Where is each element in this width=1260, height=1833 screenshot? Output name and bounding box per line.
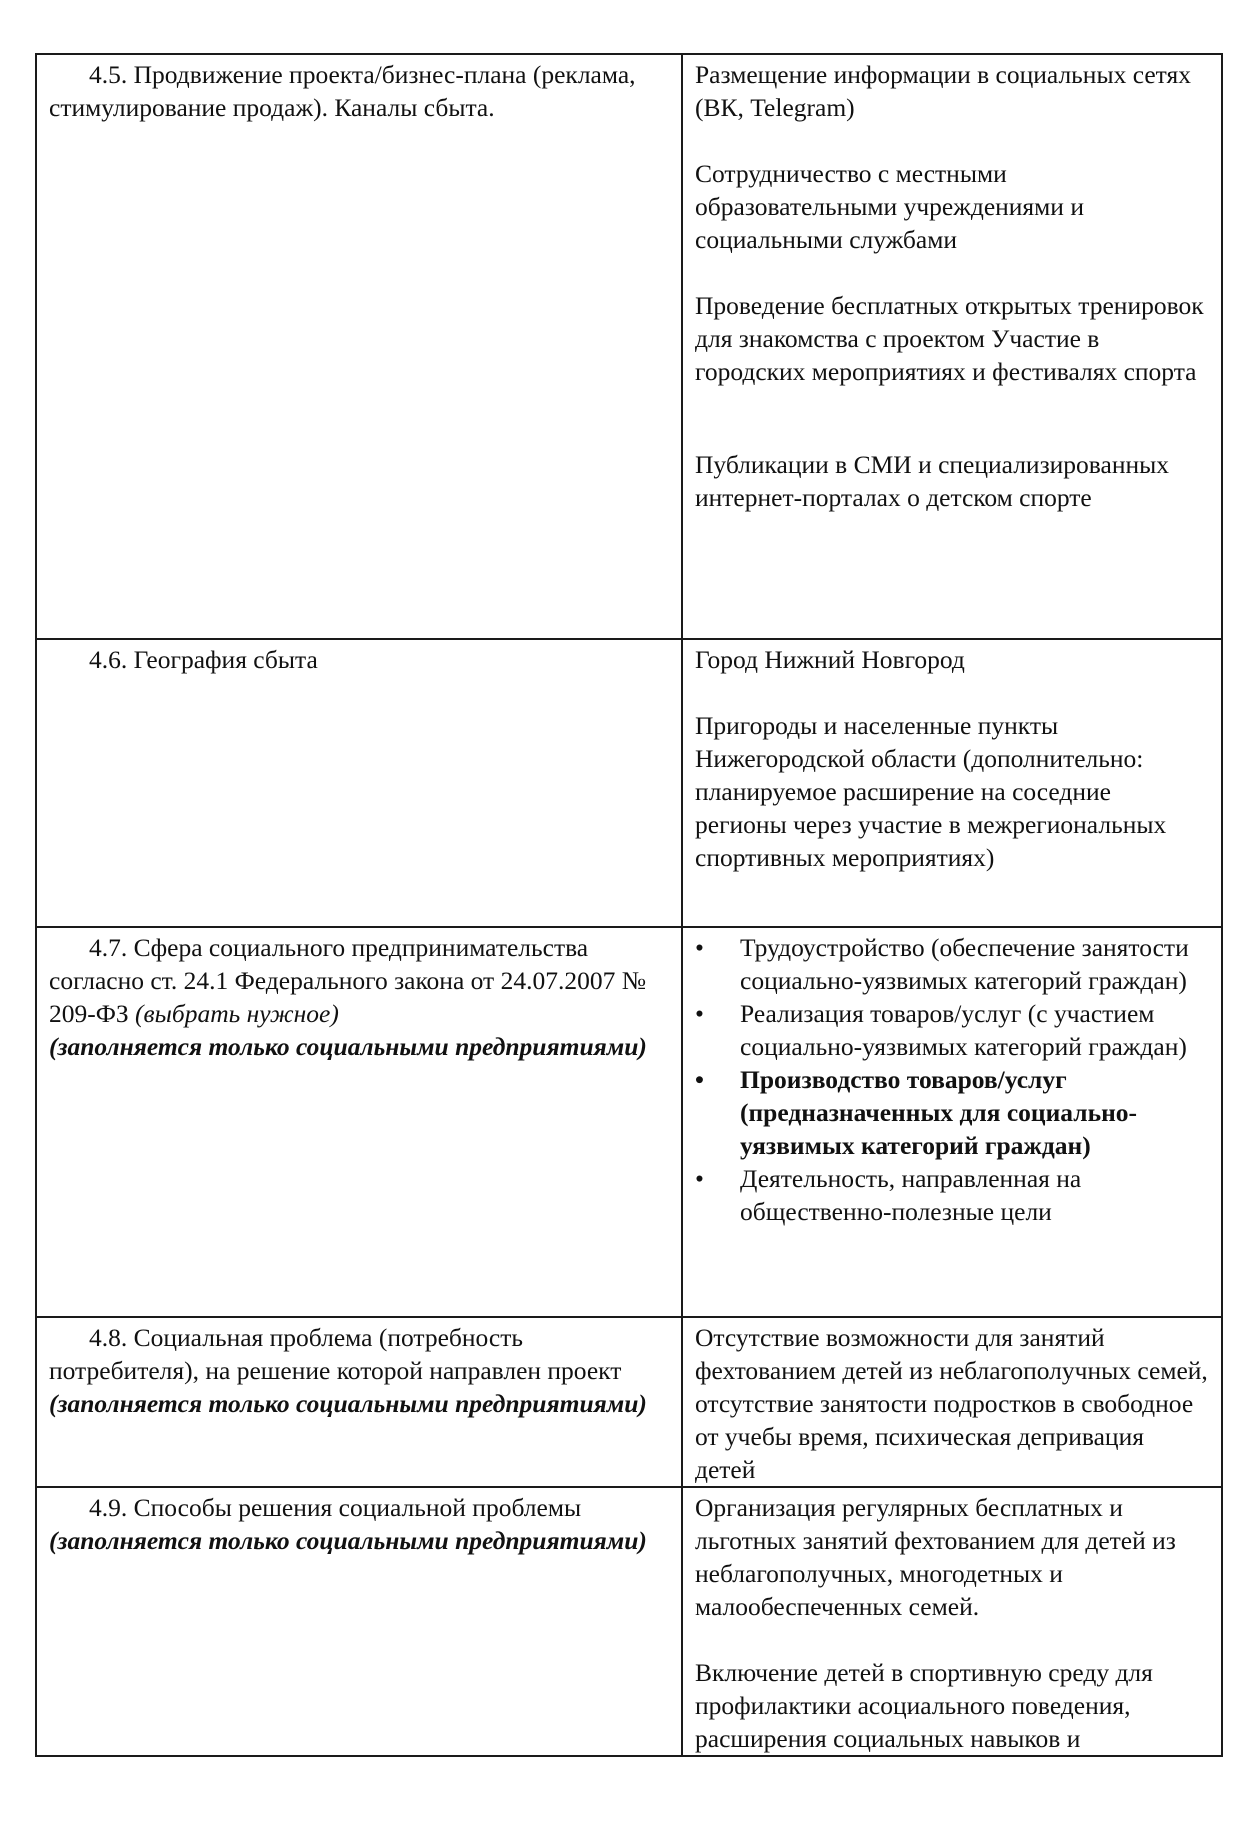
content-paragraph: Включение детей в спортивную среду для профилактики асоциального поведения, расширения социальных навыков и [695,1658,1153,1753]
content-paragraph: Город Нижний Новгород [695,645,965,674]
row-label-cell [36,927,682,1317]
bullet-icon: • [695,999,704,1028]
business-plan-table [35,53,1223,1757]
row-label-cell [36,54,682,639]
row-label-hint: (выбрать нужное) [135,999,339,1028]
row-label [49,1321,669,1420]
option-text: Производство товаров/услуг (предназначенных для социально-уязвимых категорий граждан) [740,1065,1138,1160]
bullet-icon: • [695,1065,704,1094]
content-paragraph: Организация регулярных бесплатных и льготных занятий фехтованием для детей из неблагополучных, многодетных и малообеспеченных семей. [695,1493,1176,1621]
bullet-icon: • [695,1164,704,1193]
table-row-social-problem [36,1317,1222,1487]
option-text: Реализация товаров/услуг (с участием социально-уязвимых категорий граждан) [740,999,1187,1061]
content-paragraph: Публикации в СМИ и специализированных интернет-порталах о детском спорте [695,450,1169,512]
row-label [49,931,669,1030]
option-item [695,997,1209,1063]
row-label-cell [36,639,682,927]
row-content-cell [682,639,1222,927]
row-label-text: 4.7. Сфера социального предпринимательства согласно ст. 24.1 Федерального закона от 24.07.2007 № 209-ФЗ [49,933,647,1028]
content-paragraph: Отсутствие возможности для занятий фехтованием детей из неблагополучных семей, отсутствие занятости подростков в свободное от учебы время, психическая депривация детей [695,1323,1208,1484]
row-label-note: (заполняется только социальными предприятиями) [49,1389,647,1418]
row-content-cell [682,927,1222,1317]
row-label-cell [36,1317,682,1487]
content-paragraph: Сотрудничество с местными образовательными учреждениями и социальными службами [695,159,1084,254]
option-text: Трудоустройство (обеспечение занятости социально-уязвимых категорий граждан) [740,933,1189,995]
table-row-promotion [36,54,1222,639]
content-paragraph: Проведение бесплатных открытых тренировок для знакомства с проектом Участие в городских мероприятиях и фестивалях спорта [695,291,1204,386]
row-content-cell [682,54,1222,639]
table-row-solutions [36,1487,1222,1756]
row-label: 4.9. Способы решения социальной проблемы [89,1493,582,1522]
options-list [695,931,1209,1228]
table-row-geography [36,639,1222,927]
row-content-cell [682,1487,1222,1756]
option-item [695,1162,1209,1228]
option-item [695,931,1209,997]
option-item-selected [695,1063,1209,1162]
content-paragraph: Размещение информации в социальных сетях (ВК, Telegram) [695,60,1191,122]
row-label: 4.6. География сбыта [89,645,318,674]
row-label-text: 4.8. Социальная проблема (потребность потребителя), на решение которой направлен проект [49,1323,622,1385]
row-label-cell [36,1487,682,1756]
row-label: 4.5. Продвижение проекта/бизнес-плана (реклама, стимулирование продаж). Каналы сбыта. [49,60,636,122]
table-row-social-sphere [36,927,1222,1317]
row-label-note: (заполняется только социальными предприятиями) [49,1526,647,1555]
option-text: Деятельность, направленная на общественно-полезные цели [740,1164,1082,1226]
row-label-note: (заполняется только социальными предприятиями) [49,1032,647,1061]
row-content-cell [682,1317,1222,1487]
bullet-icon: • [695,933,704,962]
content-paragraph: Пригороды и населенные пункты Нижегородской области (дополнительно: планируемое расширение на соседние регионы через участие в межрегиональных спортивных мероприятиях) [695,711,1167,872]
